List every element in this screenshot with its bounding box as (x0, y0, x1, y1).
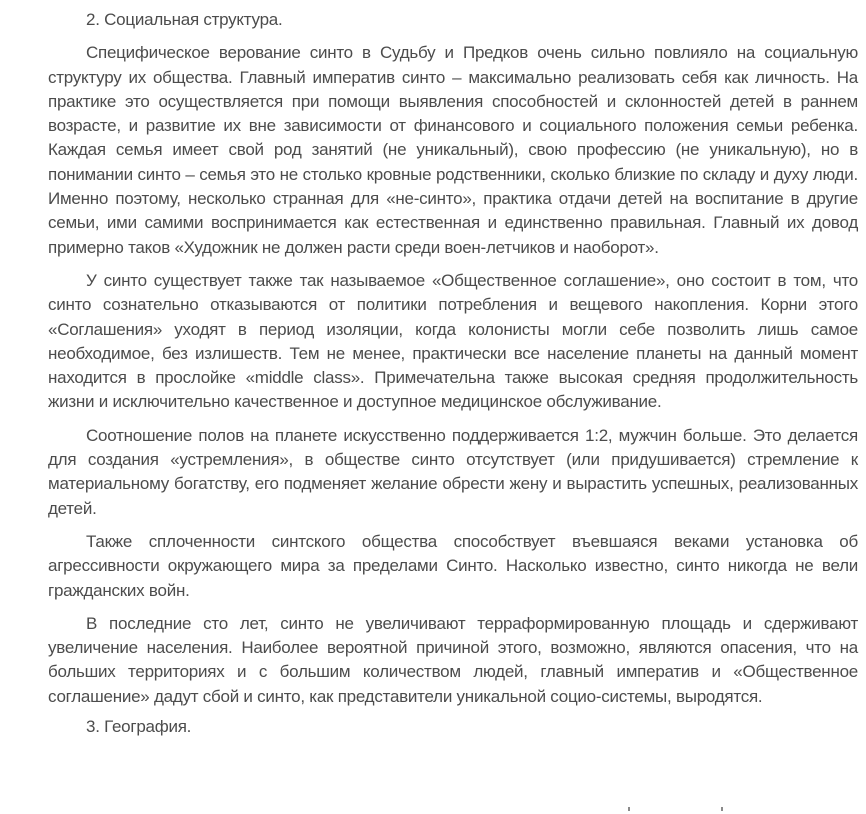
paragraph-last-hundred-years: В последние сто лет, синто не увеличивают терраформированную площадь и сдерживают увеличение населения. Наиболее вероятной причиной этого, возможно, являются опасения, что на больших территориях и с большим количеством людей, главный императив и «Общественное соглашение» дадут сбой и синто, как представители уникальной социо-системы, выродятся. (48, 613, 858, 706)
clipped-next-line-glyph-top (628, 807, 630, 811)
clipped-next-line-glyph-top (721, 807, 723, 811)
paragraph-beliefs-social-structure: Специфическое верование синто в Судьбу и Предков очень сильно повлияло на социальную структуру их общества. Главный императив синто – максимально реализовать себя как личность. На практике это осуществляется при помощи выявления способностей и склонностей детей в раннем возрасте, и развитие их вне зависимости от финансового и социального положения семьи ребенка. Каждая семья имеет свой род занятий (не уникальный), свою профессию (не уникальную), но в понимании синто – семья это не столько кровные родственники, сколько близкие по складу и духу люди. Именно поэтому, несколько странная для «не-синто», практика отдачи детей на воспитание в другие семьи, ими самими воспринимается как естественная и единственно правильная. Главный их довод примерно таков «Художник не должен расти среди воен-летчиков и наоборот». (48, 43, 858, 257)
paragraph-public-agreement: У синто существует также так называемое «Общественное соглашение», оно состоит в том, что синто сознательно отказываются от политики потребления и вещевого накопления. Корни этого «Соглашения» уходят в период изоляции, когда колонисты могли себе позволить лишь самое необходимое, без излишеств. Тем не менее, практически все население планеты на данный момент находится в прослойке «middle class». Примечательна также высокая средняя продолжительность жизни и исключительно качественное и доступное медицинское обслуживание. (48, 270, 858, 412)
section-heading-geography: 3. География. (86, 717, 192, 737)
paragraph-gender-ratio: Соотношение полов на планете искусственно поддерживается 1:2, мужчин больше. Это делается для создания «устремления», в обществе синто отсутствует (или придушивается) стремление к материальному богатству, его подменяет желание обрести жену и вырастить успешных, реализованных детей. (48, 425, 858, 518)
paragraph-society-cohesion: Также сплоченности синтского общества способствует въевшаяся веками установка об агрессивности окружающего мира за пределами Синто. Насколько известно, синто никогда не вели гражданских войн. (48, 531, 858, 600)
section-heading-social-structure: 2. Социальная структура. (86, 10, 283, 29)
